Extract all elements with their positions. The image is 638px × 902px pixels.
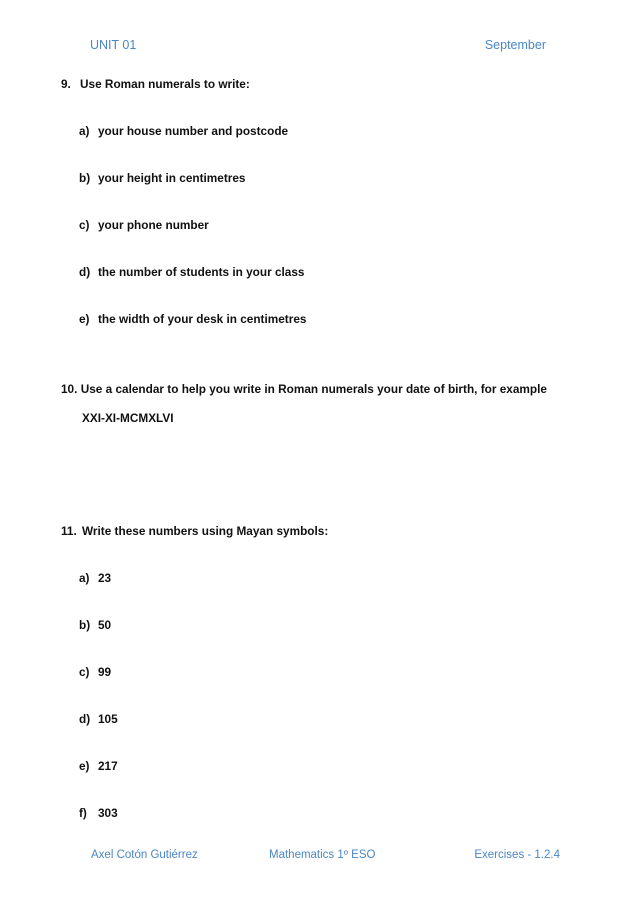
list-item bbox=[79, 711, 118, 727]
question-number: 9. bbox=[61, 77, 71, 91]
footer-section: Exercises - 1.2.4 bbox=[474, 849, 560, 861]
item-label: d) bbox=[79, 265, 91, 279]
question-word: Use bbox=[80, 382, 103, 396]
question-10 bbox=[61, 378, 551, 429]
item-label: d) bbox=[79, 712, 91, 726]
header-unit: UNIT 01 bbox=[90, 38, 137, 52]
item-text: your phone number bbox=[98, 218, 209, 232]
question-word: you bbox=[209, 382, 231, 396]
item-text: 23 bbox=[98, 571, 112, 585]
question-word: of bbox=[433, 382, 445, 396]
question-word: example bbox=[499, 382, 547, 396]
question-word: numerals bbox=[321, 382, 374, 396]
question-word: for bbox=[480, 382, 497, 396]
item-label: c) bbox=[79, 218, 90, 232]
item-label: e) bbox=[79, 759, 90, 773]
question-9 bbox=[61, 73, 551, 95]
question-word: to bbox=[167, 382, 179, 396]
list-item bbox=[79, 311, 306, 327]
item-text: 217 bbox=[98, 759, 118, 773]
question-word: birth, bbox=[447, 382, 478, 396]
list-item bbox=[79, 805, 118, 821]
question-text: Use Roman numerals to write: bbox=[80, 77, 250, 91]
question-word: a bbox=[105, 382, 113, 396]
item-text: the number of students in your class bbox=[98, 265, 305, 279]
question-word: your bbox=[377, 382, 403, 396]
question-number: 11. bbox=[61, 524, 77, 538]
item-text: 99 bbox=[98, 665, 112, 679]
list-item bbox=[79, 217, 209, 233]
item-label: e) bbox=[79, 312, 90, 326]
item-text: the width of your desk in centimetres bbox=[98, 312, 307, 326]
list-item bbox=[79, 758, 118, 774]
list-item bbox=[79, 617, 111, 633]
question-word: write bbox=[233, 382, 262, 396]
footer-course: Mathematics 1º ESO bbox=[269, 849, 376, 861]
list-item bbox=[79, 170, 246, 186]
item-label: a) bbox=[79, 124, 90, 138]
header-month: September bbox=[484, 38, 546, 52]
item-label: a) bbox=[79, 571, 90, 585]
question-11 bbox=[61, 520, 551, 542]
list-item bbox=[79, 123, 288, 139]
item-text: 105 bbox=[98, 712, 118, 726]
footer-author: Axel Cotón Gutiérrez bbox=[91, 849, 198, 861]
list-item bbox=[79, 664, 111, 680]
question-example: XXI-XI-MCMXLVI bbox=[82, 411, 174, 425]
item-label: c) bbox=[79, 665, 90, 679]
question-word: Roman bbox=[278, 382, 319, 396]
question-text: Write these numbers using Mayan symbols: bbox=[82, 524, 329, 538]
item-text: your house number and postcode bbox=[98, 124, 289, 138]
question-number: 10. bbox=[61, 382, 78, 396]
question-word: date bbox=[405, 382, 431, 396]
item-text: 50 bbox=[98, 618, 112, 632]
item-text: 303 bbox=[98, 806, 118, 820]
item-label: b) bbox=[79, 618, 91, 632]
item-label: b) bbox=[79, 171, 91, 185]
question-word: in bbox=[264, 382, 275, 396]
list-item bbox=[79, 264, 304, 280]
list-item bbox=[79, 570, 111, 586]
item-label: f) bbox=[79, 806, 87, 820]
question-text-justified bbox=[61, 378, 547, 400]
question-word: calendar bbox=[115, 382, 164, 396]
item-text: your height in centimetres bbox=[98, 171, 246, 185]
question-word: help bbox=[181, 382, 206, 396]
